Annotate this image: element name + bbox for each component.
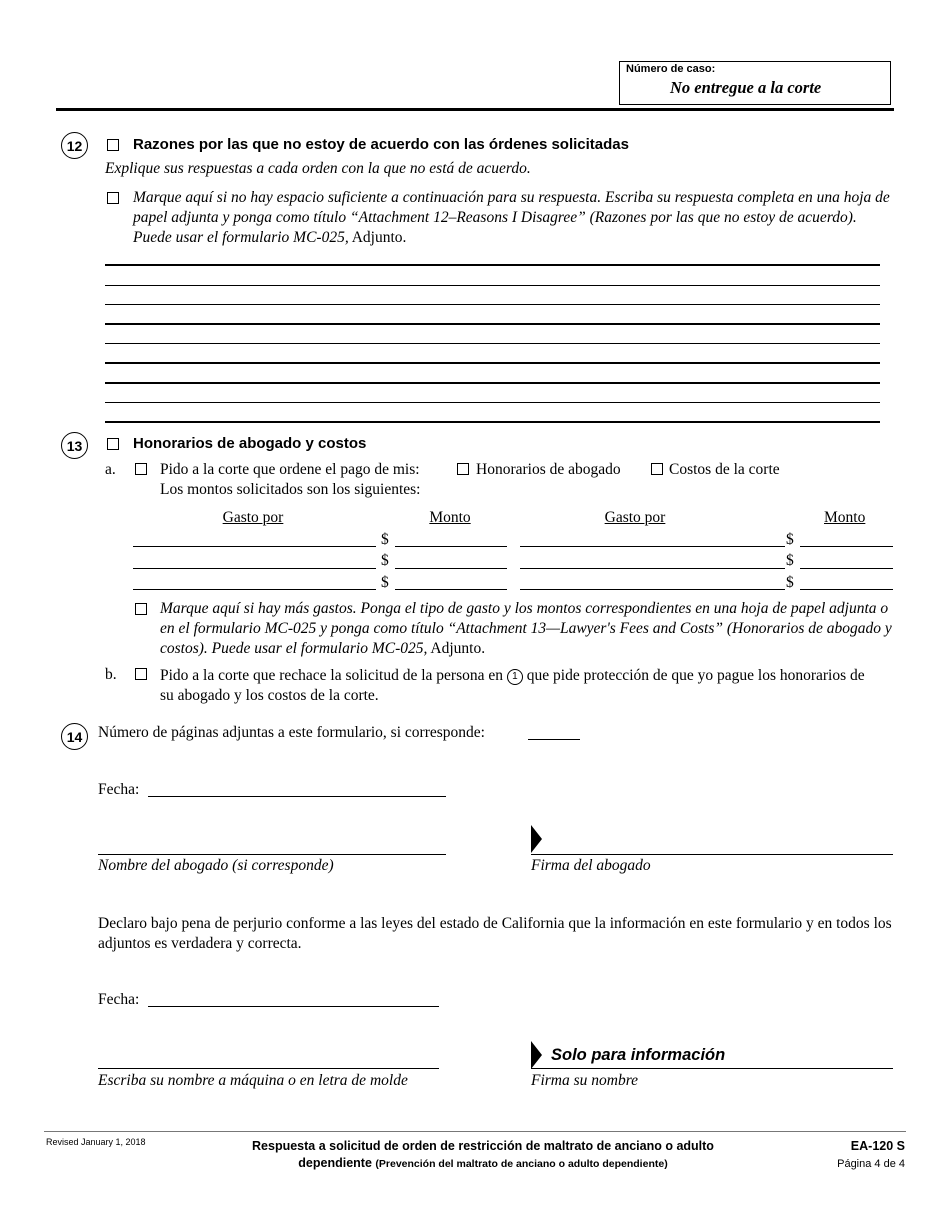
- date-field-1[interactable]: [148, 796, 446, 797]
- more-expenses-checkbox[interactable]: [135, 603, 147, 615]
- amount-left-1[interactable]: [395, 546, 507, 547]
- expense-left-2[interactable]: [133, 568, 376, 569]
- writing-line-9[interactable]: [105, 421, 880, 423]
- attorney-signature-caption: Firma del abogado: [531, 857, 651, 874]
- col-header-expense-left: Gasto por: [222, 509, 284, 526]
- section13-b-text-2: que pide protección de que yo pague los honorarios de su abogado y los costos de la corte.: [160, 667, 865, 704]
- amount-left-2[interactable]: [395, 568, 507, 569]
- amount-left-3[interactable]: [395, 589, 507, 590]
- costs-option-label: Costos de la corte: [669, 461, 780, 478]
- col-header-expense-right: Gasto por: [604, 509, 666, 526]
- col-header-amount-left: Monto: [429, 509, 471, 526]
- expense-left-3[interactable]: [133, 589, 376, 590]
- item-1-reference: 1: [507, 669, 523, 685]
- header-rule: [56, 108, 894, 111]
- amount-right-2[interactable]: [800, 568, 893, 569]
- item-number-12: 12: [61, 132, 88, 159]
- costs-checkbox[interactable]: [651, 463, 663, 475]
- expense-right-3[interactable]: [520, 589, 785, 590]
- section12-subtitle: Explique sus respuestas a cada orden con la que no está de acuerdo.: [105, 160, 531, 177]
- date-label-1: Fecha:: [98, 781, 140, 798]
- col-header-amount-right: Monto: [824, 509, 866, 526]
- expense-right-1[interactable]: [520, 546, 785, 547]
- amounts-text: Los montos solicitados son los siguientes:: [160, 481, 421, 498]
- section13-checkbox[interactable]: [107, 438, 119, 450]
- expense-left-1[interactable]: [133, 546, 376, 547]
- date-label-2: Fecha:: [98, 991, 140, 1008]
- footer-title-bold: Respuesta a solicitud de orden de restricción de maltrato de anciano o adulto dependiente: [252, 1139, 714, 1170]
- section13-a-label: a.: [105, 461, 116, 478]
- section12-note-end: Adjunto.: [351, 229, 407, 246]
- writing-line-1[interactable]: [105, 264, 880, 266]
- dollar-sign: $: [381, 552, 389, 569]
- more-expenses-note: [160, 599, 895, 659]
- section14-text: Número de páginas adjuntas a este formulario, si corresponde:: [98, 724, 485, 741]
- amount-right-1[interactable]: [800, 546, 893, 547]
- typed-name-field[interactable]: [98, 1068, 439, 1069]
- section13-b-label: b.: [105, 666, 117, 683]
- writing-line-8[interactable]: [105, 402, 880, 403]
- dollar-sign: $: [786, 574, 794, 591]
- amount-right-3[interactable]: [800, 589, 893, 590]
- section13-a-text: Pido a la corte que ordene el pago de mis:: [160, 461, 420, 478]
- attorney-signature-field[interactable]: [531, 854, 893, 855]
- dollar-sign: $: [786, 552, 794, 569]
- section12-attachment-note: [133, 188, 893, 248]
- case-number-box: [619, 61, 891, 105]
- dollar-sign: $: [381, 531, 389, 548]
- section12-attachment-checkbox[interactable]: [107, 192, 119, 204]
- signature-value[interactable]: Solo para información: [551, 1046, 726, 1064]
- writing-line-5[interactable]: [105, 343, 880, 344]
- item-number-13: 13: [61, 432, 88, 459]
- writing-line-4[interactable]: [105, 323, 880, 325]
- signature-arrow-icon: [531, 825, 542, 853]
- section13-title: Honorarios de abogado y costos: [133, 435, 367, 452]
- more-expenses-text: Marque aquí si hay más gastos. Ponga el tipo de gasto y los montos correspondientes en una hoja de papel adjunta o en el formulario MC-025 y ponga como título “Attachment 13—Lawyer's Fees and Costs” (Honorarios de abogado y costos). Puede usar el formulario MC-025,: [160, 600, 892, 657]
- attorney-name-field[interactable]: [98, 854, 446, 855]
- page-number: Página 4 de 4: [837, 1158, 905, 1170]
- signature-caption: Firma su nombre: [531, 1072, 639, 1089]
- section12-note-text: Marque aquí si no hay espacio suficiente a continuación para su respuesta. Escriba su respuesta completa en una hoja de papel adjunta y ponga como título “Attachment 12–Reasons I Disagree” (Razones por las que no estoy de acuerdo). Puede usar el formulario MC-025,: [133, 189, 890, 246]
- writing-line-3[interactable]: [105, 304, 880, 305]
- signature-field[interactable]: [531, 1068, 893, 1069]
- writing-line-2[interactable]: [105, 285, 880, 286]
- fees-checkbox[interactable]: [457, 463, 469, 475]
- section13-b-checkbox[interactable]: [135, 668, 147, 680]
- perjury-declaration: Declaro bajo pena de perjurio conforme a las leyes del estado de California que la información en este formulario y en todos los adjuntos es verdadera y correcta.: [98, 915, 892, 952]
- date-field-2[interactable]: [148, 1006, 439, 1007]
- dollar-sign: $: [381, 574, 389, 591]
- section12-title: Razones por las que no estoy de acuerdo con las órdenes solicitadas: [133, 136, 629, 153]
- fees-option-label: Honorarios de abogado: [476, 461, 621, 478]
- expense-right-2[interactable]: [520, 568, 785, 569]
- writing-line-6[interactable]: [105, 362, 880, 364]
- signature-arrow-icon: [531, 1041, 542, 1069]
- more-expenses-end: Adjunto.: [430, 640, 486, 657]
- attorney-name-caption: Nombre del abogado (si corresponde): [98, 857, 334, 874]
- revised-date: Revised January 1, 2018: [46, 1137, 146, 1147]
- dollar-sign: $: [786, 531, 794, 548]
- case-number-label: Número de caso:: [626, 63, 716, 75]
- section13-b-text-1: Pido a la corte que rechace la solicitud de la persona en: [160, 667, 504, 684]
- typed-name-caption: Escriba su nombre a máquina o en letra de molde: [98, 1072, 408, 1089]
- section13-b-text: [160, 666, 880, 706]
- footer-title: [218, 1138, 748, 1173]
- attached-pages-field[interactable]: [528, 739, 580, 740]
- section12-checkbox[interactable]: [107, 139, 119, 151]
- item-number-14: 14: [61, 723, 88, 750]
- footer-rule: [44, 1131, 906, 1132]
- writing-line-7[interactable]: [105, 382, 880, 384]
- case-number-value[interactable]: No entregue a la corte: [670, 78, 822, 97]
- form-id: EA-120 S: [850, 1139, 905, 1153]
- section13-a-checkbox[interactable]: [135, 463, 147, 475]
- footer-title-small: (Prevención del maltrato de anciano o adulto dependiente): [375, 1158, 668, 1170]
